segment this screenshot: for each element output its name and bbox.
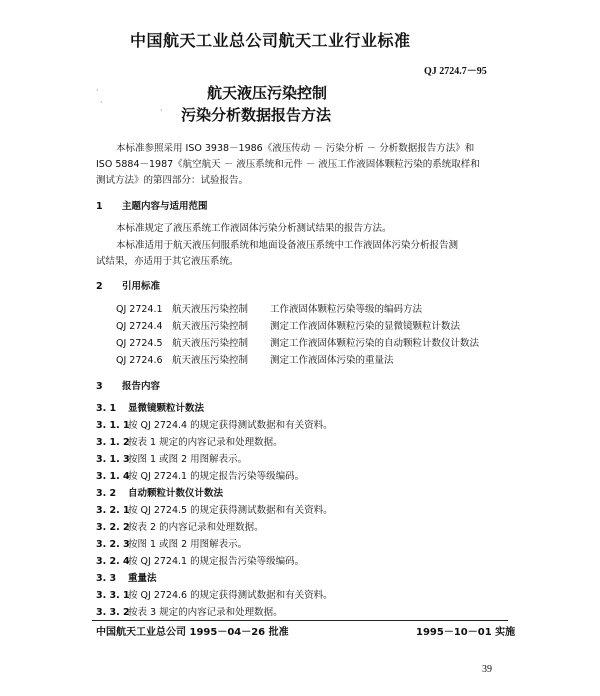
clause-number: 3. 2. 2 bbox=[96, 522, 130, 533]
approval-statement: 中国航天工业总公司 1995－04－26 批准 bbox=[96, 627, 289, 638]
paragraph-line: 本标准规定了液压系统工作液固体污染分析测试结果的报告方法。 bbox=[116, 223, 392, 234]
clause-row bbox=[96, 434, 283, 448]
reference-row bbox=[116, 301, 422, 315]
clause-number: 3. 3. 1 bbox=[96, 590, 130, 601]
reference-title: 测定工作液固体颗粒污染的显微镜颗粒计数法 bbox=[270, 321, 461, 332]
reference-row bbox=[116, 335, 479, 349]
reference-row bbox=[116, 318, 460, 332]
clause-number: 3. 1. 2 bbox=[96, 437, 130, 448]
clause-text: 自动颗粒计数仪计数法 bbox=[128, 488, 224, 499]
clause-number: 3. 1. 4 bbox=[96, 471, 130, 482]
clause-row bbox=[96, 604, 283, 618]
reference-code: QJ 2724.1 bbox=[116, 304, 163, 315]
clause-row bbox=[96, 553, 304, 567]
clause-text: 按表 1 规定的内容记录和处理数据。 bbox=[128, 437, 283, 448]
clause-row bbox=[96, 570, 157, 584]
clause-row bbox=[96, 519, 264, 533]
clause-text: 按图 1 或图 2 用图解表示。 bbox=[128, 454, 248, 465]
reference-title: 工作液固体颗粒污染等级的编码方法 bbox=[270, 304, 423, 315]
title-line-1: 航天液压污染控制 bbox=[207, 84, 328, 102]
section-title: 报告内容 bbox=[122, 381, 161, 392]
clause-text: 按 QJ 2724.1 的规定报告污染等级编码。 bbox=[128, 556, 305, 567]
section-heading bbox=[96, 278, 160, 292]
clause-text: 按表 3 规定的内容记录和处理数据。 bbox=[128, 607, 283, 618]
clause-row bbox=[96, 536, 247, 550]
clause-number: 3. 1. 3 bbox=[96, 454, 130, 465]
clause-text: 重量法 bbox=[128, 573, 157, 584]
clause-number: 3. 2. 4 bbox=[96, 556, 130, 567]
reference-code: QJ 2724.6 bbox=[116, 355, 163, 366]
clause-row bbox=[96, 502, 333, 516]
clause-text: 按 QJ 2724.5 的规定获得测试数据和有关资料。 bbox=[128, 505, 333, 516]
reference-code: QJ 2724.5 bbox=[116, 338, 163, 349]
scan-speck: · bbox=[160, 106, 163, 115]
clause-row bbox=[96, 485, 223, 499]
clause-number: 3. 2. 1 bbox=[96, 505, 130, 516]
clause-row bbox=[96, 417, 333, 431]
reference-title: 测定工作液固体颗粒污染的自动颗粒计数仪计数法 bbox=[270, 338, 480, 349]
clause-text: 显微镜颗粒计数法 bbox=[128, 403, 205, 414]
standard-code: QJ 2724.7－95 bbox=[424, 66, 487, 77]
footer-divider bbox=[92, 620, 508, 621]
clause-text: 按 QJ 2724.4 的规定获得测试数据和有关资料。 bbox=[128, 420, 333, 431]
issuing-organization: 中国航天工业总公司航天工业行业标准 bbox=[130, 31, 411, 50]
paragraph-line: 本标准适用于航天液压伺服系统和地面设备液压系统中工作液固体污染分析报告测 bbox=[116, 240, 459, 251]
title-line-2: 污染分析数据报告方法 bbox=[181, 106, 332, 124]
clause-text: 按 QJ 2724.6 的规定获得测试数据和有关资料。 bbox=[128, 590, 333, 601]
section-number: 2 bbox=[96, 281, 103, 292]
clause-number: 3. 2. 3 bbox=[96, 539, 130, 550]
reference-category: 航天液压污染控制 bbox=[172, 338, 249, 349]
section-title: 主题内容与适用范围 bbox=[122, 201, 208, 212]
reference-code: QJ 2724.4 bbox=[116, 321, 163, 332]
reference-category: 航天液压污染控制 bbox=[172, 304, 249, 315]
clause-text: 按 QJ 2724.1 的规定报告污染等级编码。 bbox=[128, 471, 305, 482]
clause-number: 3. 3 bbox=[96, 573, 117, 584]
section-title: 引用标准 bbox=[122, 281, 161, 292]
clause-text: 按图 1 或图 2 用图解表示。 bbox=[128, 539, 248, 550]
clause-row bbox=[96, 451, 247, 465]
clause-number: 3. 1. 1 bbox=[96, 420, 130, 431]
clause-number: 3. 3. 2 bbox=[96, 607, 130, 618]
section-number: 1 bbox=[96, 201, 103, 212]
clause-row bbox=[96, 468, 304, 482]
intro-line: ISO 5884－1987《航空航天 － 液压系统和元件 － 液压工作液固体颗粒污染的系统取样和 bbox=[96, 159, 480, 170]
section-heading bbox=[96, 198, 208, 212]
paragraph-line: 试结果，亦适用于其它液压系统。 bbox=[96, 256, 239, 267]
reference-category: 航天液压污染控制 bbox=[172, 321, 249, 332]
reference-row bbox=[116, 352, 394, 366]
page-number: 39 bbox=[482, 664, 492, 675]
scan-speck: · bbox=[96, 86, 99, 95]
effective-date: 1995－10－01 实施 bbox=[416, 627, 516, 638]
intro-line: 测试方法》的第四部分：试验报告。 bbox=[96, 175, 249, 186]
clause-row bbox=[96, 400, 204, 414]
reference-title: 测定工作液固体污染的重量法 bbox=[270, 355, 394, 366]
intro-line: 本标准参照采用 ISO 3938－1986《液压传动 － 污染分析 － 分析数据报告方法》和 bbox=[116, 143, 475, 154]
section-heading bbox=[96, 378, 160, 392]
clause-row bbox=[96, 587, 333, 601]
scan-speck: · bbox=[100, 98, 103, 107]
clause-number: 3. 1 bbox=[96, 403, 117, 414]
clause-text: 按表 2 的内容记录和处理数据。 bbox=[128, 522, 264, 533]
clause-number: 3. 2 bbox=[96, 488, 117, 499]
reference-category: 航天液压污染控制 bbox=[172, 355, 249, 366]
section-number: 3 bbox=[96, 381, 103, 392]
